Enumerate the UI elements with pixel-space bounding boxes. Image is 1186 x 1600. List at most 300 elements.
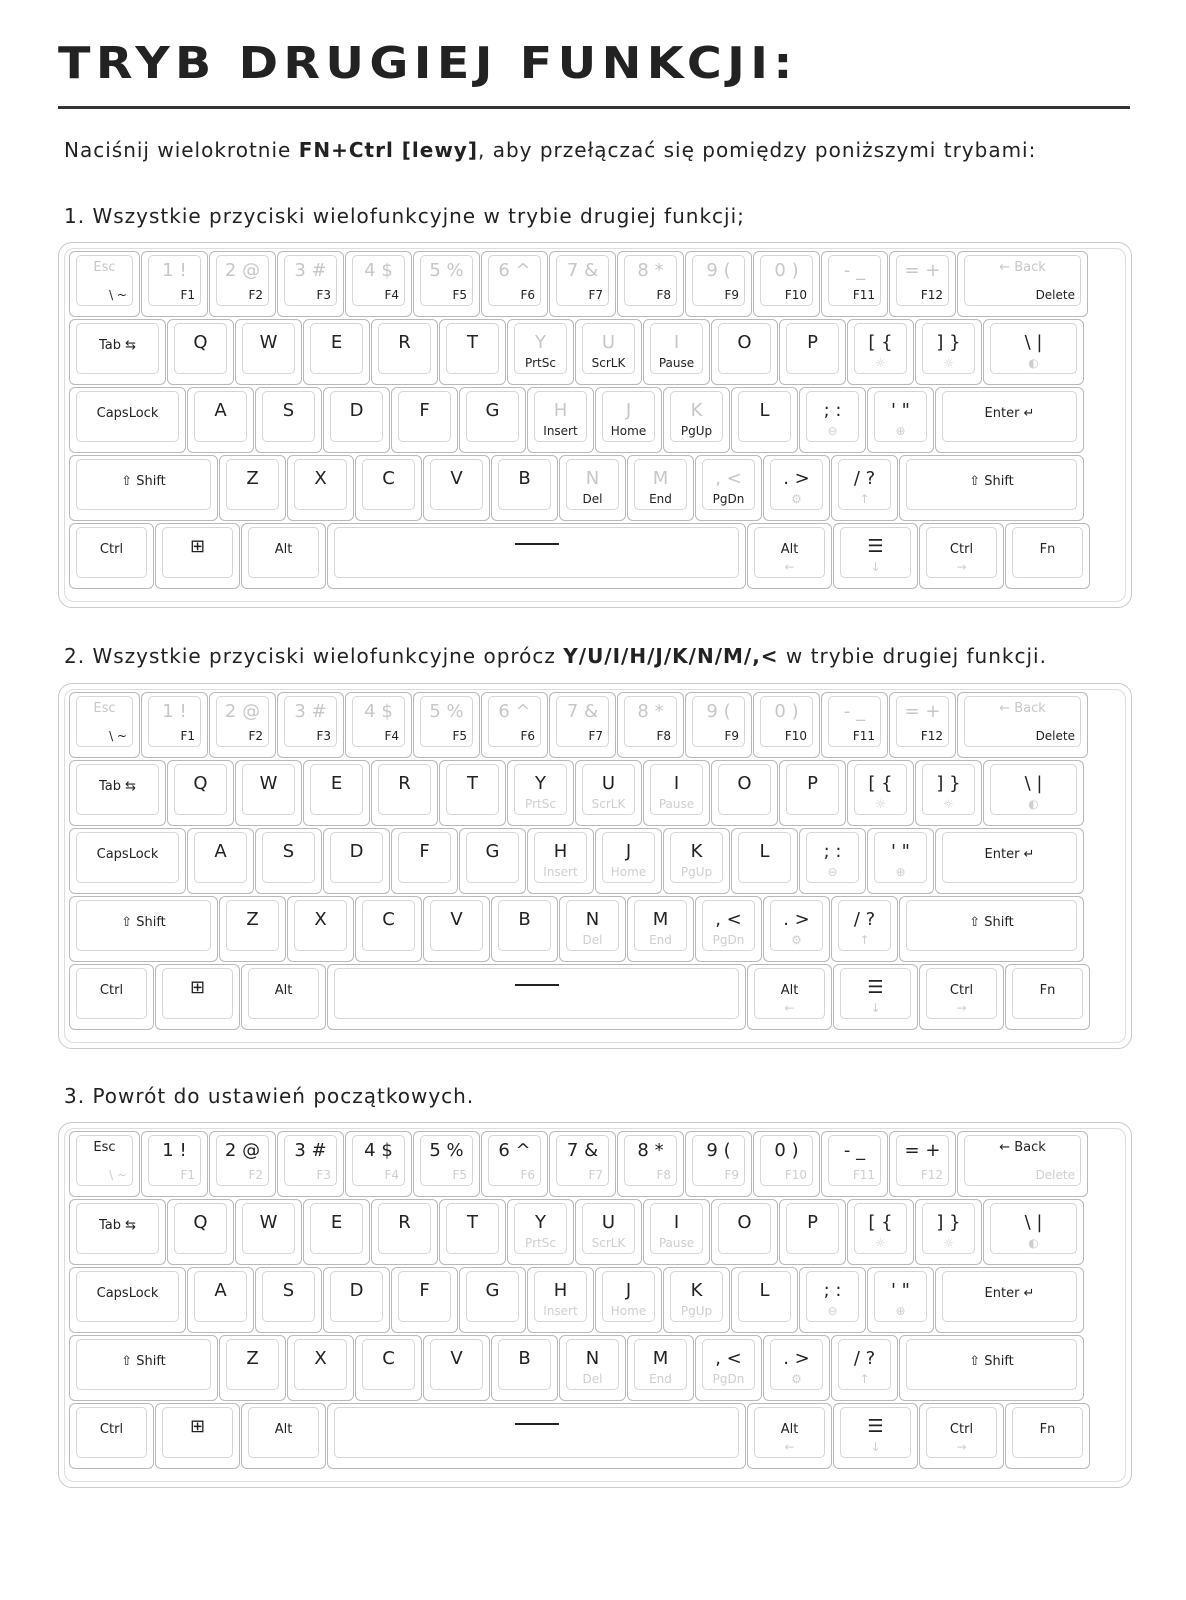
key-secondary-legend: F11 xyxy=(852,729,875,743)
key-legend: H xyxy=(553,1280,568,1301)
intro-text xyxy=(64,138,1036,162)
key-secondary-legend: Insert xyxy=(543,865,578,879)
mode-3-label: 3. Powrót do ustawień początkowych. xyxy=(64,1084,475,1108)
key-legend: H xyxy=(553,400,568,421)
key-m2-row0-1 xyxy=(141,692,208,758)
key-m3-row4-0 xyxy=(69,1403,154,1469)
key-m2-row0-5 xyxy=(413,692,480,758)
key-secondary-legend: F7 xyxy=(588,288,603,302)
key-legend: 4 $ xyxy=(364,701,393,722)
key-m2-row1-11 xyxy=(847,760,914,826)
key-m1-row4-6 xyxy=(919,523,1004,589)
key-m2-row1-10 xyxy=(779,760,846,826)
key-secondary-legend: ↑ xyxy=(859,1372,870,1386)
key-legend: ← Back xyxy=(999,260,1046,275)
key-legend: 7 & xyxy=(566,701,599,722)
key-m1-row2-7 xyxy=(595,387,662,453)
key-m2-row1-8 xyxy=(643,760,710,826)
key-legend: Ctrl xyxy=(99,983,124,998)
key-legend: 8 * xyxy=(637,701,664,722)
key-secondary-legend: PgDn xyxy=(712,492,745,506)
key-secondary-legend: ScrLK xyxy=(591,797,626,811)
key-secondary-legend: ☼ xyxy=(943,1236,954,1250)
key-legend: - _ xyxy=(843,260,866,281)
key-m3-row3-5 xyxy=(491,1335,558,1401)
key-m3-row4-2 xyxy=(241,1403,326,1469)
key-legend: M xyxy=(652,909,669,930)
key-secondary-legend: ← xyxy=(784,1001,795,1015)
key-m1-row4-0 xyxy=(69,523,154,589)
key-m1-row0-7 xyxy=(549,251,616,317)
key-m3-row0-11 xyxy=(821,1131,888,1197)
key-legend: . > xyxy=(783,468,810,489)
key-legend: \ | xyxy=(1024,332,1043,353)
key-secondary-legend: End xyxy=(649,492,672,506)
key-legend: C xyxy=(382,1348,395,1369)
key-legend: U xyxy=(601,773,616,794)
key-legend: Q xyxy=(193,773,208,794)
key-m2-row1-0 xyxy=(69,760,166,826)
key-legend: Ctrl xyxy=(949,983,974,998)
key-legend: - _ xyxy=(843,1140,866,1161)
key-m3-row4-7 xyxy=(1005,1403,1090,1469)
key-legend: Enter ↵ xyxy=(984,1286,1035,1301)
key-secondary-legend: F12 xyxy=(920,729,943,743)
key-m3-row3-10 xyxy=(831,1335,898,1401)
key-secondary-legend: F10 xyxy=(784,288,807,302)
key-m3-row3-4 xyxy=(423,1335,490,1401)
key-m1-row0-3 xyxy=(277,251,344,317)
key-secondary-legend: ◐ xyxy=(1028,797,1039,811)
keycap xyxy=(334,1407,739,1458)
key-secondary-legend: F4 xyxy=(384,288,399,302)
key-secondary-legend: Del xyxy=(582,1372,603,1386)
key-legend: \ | xyxy=(1024,1212,1043,1233)
key-legend: I xyxy=(673,1212,680,1233)
mode-2-label: 2. Wszystkie przyciski wielofunkcyjne oprócz xyxy=(64,644,564,668)
key-legend: 4 $ xyxy=(364,1140,393,1161)
key-legend: Tab ⇆ xyxy=(98,1218,137,1233)
key-legend: Alt xyxy=(274,983,293,998)
key-legend: ] } xyxy=(936,332,961,353)
key-m2-row2-7 xyxy=(595,828,662,894)
key-legend: ⇧ Shift xyxy=(969,915,1014,930)
key-legend: / ? xyxy=(853,909,876,930)
key-secondary-legend: F5 xyxy=(452,729,467,743)
key-legend: ⊞ xyxy=(189,977,206,998)
key-m3-row1-4 xyxy=(371,1199,438,1265)
key-legend: E xyxy=(330,1212,343,1233)
key-m3-row3-6 xyxy=(559,1335,626,1401)
key-m1-row2-5 xyxy=(459,387,526,453)
key-m3-row3-7 xyxy=(627,1335,694,1401)
key-m3-row4-3 xyxy=(327,1403,746,1469)
key-secondary-legend: Delete xyxy=(1035,1168,1075,1182)
key-legend: 0 ) xyxy=(774,701,799,722)
key-legend: , < xyxy=(715,909,742,930)
key-m3-row1-6 xyxy=(507,1199,574,1265)
key-m1-row0-6 xyxy=(481,251,548,317)
key-m2-row3-9 xyxy=(763,896,830,962)
key-m3-row2-5 xyxy=(459,1267,526,1333)
key-legend: CapsLock xyxy=(96,406,159,421)
key-legend: Alt xyxy=(274,1422,293,1437)
key-legend: ← Back xyxy=(999,701,1046,716)
key-m3-row1-7 xyxy=(575,1199,642,1265)
key-secondary-legend: F9 xyxy=(724,1168,739,1182)
key-legend: Z xyxy=(246,1348,259,1369)
key-legend: 3 # xyxy=(294,701,327,722)
key-secondary-legend: ⊕ xyxy=(895,1304,906,1318)
key-legend: F xyxy=(419,400,430,421)
key-secondary-legend: \ ~ xyxy=(109,1168,127,1182)
key-legend: 9 ( xyxy=(706,701,731,722)
title-divider xyxy=(58,106,1130,109)
key-legend: Ctrl xyxy=(99,1422,124,1437)
key-legend: R xyxy=(398,1212,411,1233)
key-secondary-legend: ⊕ xyxy=(895,865,906,879)
key-m1-row4-3 xyxy=(327,523,746,589)
key-secondary-legend: End xyxy=(649,933,672,947)
key-m2-row3-8 xyxy=(695,896,762,962)
key-m1-row0-2 xyxy=(209,251,276,317)
key-m2-row1-7 xyxy=(575,760,642,826)
key-m2-row0-13 xyxy=(957,692,1088,758)
key-secondary-legend: ↓ xyxy=(870,560,881,574)
key-m1-row0-4 xyxy=(345,251,412,317)
key-m1-row2-0 xyxy=(69,387,186,453)
key-legend: 6 ^ xyxy=(498,701,531,722)
key-m2-row2-4 xyxy=(391,828,458,894)
key-secondary-legend: Del xyxy=(582,492,603,506)
key-legend: D xyxy=(349,400,364,421)
key-m2-row3-0 xyxy=(69,896,218,962)
key-legend: N xyxy=(585,909,600,930)
key-m2-row3-2 xyxy=(287,896,354,962)
key-legend: ⇧ Shift xyxy=(121,1354,166,1369)
key-legend: Y xyxy=(535,1212,546,1233)
key-m3-row1-10 xyxy=(779,1199,846,1265)
key-m3-row4-5 xyxy=(833,1403,918,1469)
key-secondary-legend: ↑ xyxy=(859,492,870,506)
key-legend: 7 & xyxy=(566,260,599,281)
key-m3-row2-1 xyxy=(187,1267,254,1333)
intro-shortcut: FN+Ctrl [lewy] xyxy=(298,138,478,162)
key-m1-row3-10 xyxy=(831,455,898,521)
key-secondary-legend: F9 xyxy=(724,729,739,743)
key-m2-row3-3 xyxy=(355,896,422,962)
keyboard-diagram-mode-2 xyxy=(58,683,1132,1049)
key-m1-row3-3 xyxy=(355,455,422,521)
key-legend: A xyxy=(214,400,227,421)
spacebar-line xyxy=(515,984,559,986)
key-m3-row1-0 xyxy=(69,1199,166,1265)
key-legend: G xyxy=(485,1280,500,1301)
key-secondary-legend: Home xyxy=(610,865,647,879)
key-m3-row1-3 xyxy=(303,1199,370,1265)
key-m1-row0-13 xyxy=(957,251,1088,317)
key-legend: 2 @ xyxy=(224,1140,261,1161)
key-secondary-legend: ⚙ xyxy=(791,492,802,506)
key-m2-row2-0 xyxy=(69,828,186,894)
key-legend: B xyxy=(518,468,531,489)
key-secondary-legend: F3 xyxy=(316,729,331,743)
key-legend: Fn xyxy=(1039,542,1056,557)
key-legend: Fn xyxy=(1039,1422,1056,1437)
key-m1-row2-11 xyxy=(867,387,934,453)
key-m2-row1-2 xyxy=(235,760,302,826)
key-secondary-legend: ☼ xyxy=(943,356,954,370)
key-legend: CapsLock xyxy=(96,1286,159,1301)
key-m2-row4-2 xyxy=(241,964,326,1030)
mode-1-text xyxy=(64,204,745,228)
key-m2-row0-12 xyxy=(889,692,956,758)
key-legend: ⇧ Shift xyxy=(969,1354,1014,1369)
key-legend: 1 ! xyxy=(162,701,187,722)
key-m2-row1-9 xyxy=(711,760,778,826)
key-m3-row0-2 xyxy=(209,1131,276,1197)
key-m1-row1-5 xyxy=(439,319,506,385)
key-m3-row1-9 xyxy=(711,1199,778,1265)
key-legend: Y xyxy=(535,773,546,794)
key-secondary-legend: \ ~ xyxy=(109,288,127,302)
key-m3-row3-3 xyxy=(355,1335,422,1401)
key-m2-row3-4 xyxy=(423,896,490,962)
key-m1-row0-9 xyxy=(685,251,752,317)
key-m3-row0-9 xyxy=(685,1131,752,1197)
key-legend: ← Back xyxy=(999,1140,1046,1155)
key-m1-row1-2 xyxy=(235,319,302,385)
key-m1-row1-1 xyxy=(167,319,234,385)
key-secondary-legend: F3 xyxy=(316,288,331,302)
key-legend: G xyxy=(485,400,500,421)
key-legend: Enter ↵ xyxy=(984,406,1035,421)
key-secondary-legend: F8 xyxy=(656,729,671,743)
key-secondary-legend: ⚙ xyxy=(791,1372,802,1386)
key-m3-row0-1 xyxy=(141,1131,208,1197)
key-legend: ⊞ xyxy=(189,1416,206,1437)
key-m3-row3-9 xyxy=(763,1335,830,1401)
key-secondary-legend: ScrLK xyxy=(591,356,626,370)
key-m1-row0-5 xyxy=(413,251,480,317)
key-secondary-legend: F1 xyxy=(180,1168,195,1182)
key-m1-row0-10 xyxy=(753,251,820,317)
key-m3-row3-0 xyxy=(69,1335,218,1401)
key-m3-row2-10 xyxy=(799,1267,866,1333)
key-m2-row0-7 xyxy=(549,692,616,758)
key-secondary-legend: F3 xyxy=(316,1168,331,1182)
key-legend: O xyxy=(737,332,752,353)
key-legend: A xyxy=(214,841,227,862)
key-m2-row1-5 xyxy=(439,760,506,826)
key-legend: 1 ! xyxy=(162,260,187,281)
key-legend: . > xyxy=(783,1348,810,1369)
key-legend: Esc xyxy=(93,1140,116,1155)
key-secondary-legend: → xyxy=(956,1001,967,1015)
key-m2-row4-1 xyxy=(155,964,240,1030)
key-m1-row1-3 xyxy=(303,319,370,385)
key-legend: 6 ^ xyxy=(498,260,531,281)
key-legend: , < xyxy=(715,468,742,489)
key-m2-row4-0 xyxy=(69,964,154,1030)
key-m2-row3-11 xyxy=(899,896,1084,962)
key-m2-row0-2 xyxy=(209,692,276,758)
key-m2-row0-10 xyxy=(753,692,820,758)
key-m2-row4-5 xyxy=(833,964,918,1030)
key-m1-row4-1 xyxy=(155,523,240,589)
key-secondary-legend: PgDn xyxy=(712,933,745,947)
key-legend: R xyxy=(398,332,411,353)
key-legend: 5 % xyxy=(429,260,464,281)
key-secondary-legend: Pause xyxy=(658,356,695,370)
key-legend: = + xyxy=(904,1140,941,1161)
key-secondary-legend: PgUp xyxy=(680,1304,713,1318)
key-legend: B xyxy=(518,1348,531,1369)
key-secondary-legend: Delete xyxy=(1035,288,1075,302)
key-m3-row2-2 xyxy=(255,1267,322,1333)
key-legend: 8 * xyxy=(637,1140,664,1161)
key-secondary-legend: F10 xyxy=(784,729,807,743)
key-m2-row1-1 xyxy=(167,760,234,826)
key-legend: U xyxy=(601,1212,616,1233)
key-legend: ' " xyxy=(891,841,910,862)
key-m2-row0-11 xyxy=(821,692,888,758)
key-secondary-legend: F7 xyxy=(588,729,603,743)
key-m3-row0-8 xyxy=(617,1131,684,1197)
key-secondary-legend: ← xyxy=(784,560,795,574)
key-m1-row2-10 xyxy=(799,387,866,453)
key-m1-row3-0 xyxy=(69,455,218,521)
key-legend: , < xyxy=(715,1348,742,1369)
key-legend: 2 @ xyxy=(224,260,261,281)
key-legend: 8 * xyxy=(637,260,664,281)
key-m3-row4-1 xyxy=(155,1403,240,1469)
key-m2-row0-0 xyxy=(69,692,140,758)
key-secondary-legend: ↓ xyxy=(870,1001,881,1015)
key-m2-row2-1 xyxy=(187,828,254,894)
key-legend: Esc xyxy=(93,260,116,275)
keyboard-diagram-mode-1 xyxy=(58,242,1132,608)
key-legend: V xyxy=(450,468,463,489)
key-legend: Esc xyxy=(93,701,116,716)
key-secondary-legend: Insert xyxy=(543,424,578,438)
key-m3-row1-1 xyxy=(167,1199,234,1265)
key-m3-row3-2 xyxy=(287,1335,354,1401)
key-m2-row1-3 xyxy=(303,760,370,826)
key-m3-row2-3 xyxy=(323,1267,390,1333)
key-m2-row2-5 xyxy=(459,828,526,894)
key-legend: ; : xyxy=(823,841,842,862)
key-legend: Alt xyxy=(780,983,799,998)
key-m3-row0-7 xyxy=(549,1131,616,1197)
key-secondary-legend: F5 xyxy=(452,288,467,302)
key-legend: N xyxy=(585,1348,600,1369)
key-m1-row4-2 xyxy=(241,523,326,589)
key-legend: [ { xyxy=(868,773,893,794)
key-legend: Y xyxy=(535,332,546,353)
key-m3-row1-13 xyxy=(983,1199,1084,1265)
key-legend: Alt xyxy=(780,542,799,557)
key-legend: C xyxy=(382,909,395,930)
key-legend: V xyxy=(450,909,463,930)
key-m3-row0-0 xyxy=(69,1131,140,1197)
key-m1-row3-9 xyxy=(763,455,830,521)
key-secondary-legend: PgDn xyxy=(712,1372,745,1386)
key-secondary-legend: Home xyxy=(610,424,647,438)
key-m1-row3-11 xyxy=(899,455,1084,521)
key-legend: E xyxy=(330,773,343,794)
key-legend: ' " xyxy=(891,400,910,421)
key-legend: 3 # xyxy=(294,260,327,281)
key-secondary-legend: ↓ xyxy=(870,1440,881,1454)
key-m1-row1-0 xyxy=(69,319,166,385)
key-legend: ⇧ Shift xyxy=(121,474,166,489)
key-secondary-legend: F6 xyxy=(520,1168,535,1182)
key-m3-row2-7 xyxy=(595,1267,662,1333)
key-m3-row0-3 xyxy=(277,1131,344,1197)
key-m3-row4-4 xyxy=(747,1403,832,1469)
key-m1-row3-2 xyxy=(287,455,354,521)
key-legend: ' " xyxy=(891,1280,910,1301)
key-legend: = + xyxy=(904,701,941,722)
key-m1-row1-11 xyxy=(847,319,914,385)
mode-3-text xyxy=(64,1084,474,1108)
key-secondary-legend: F8 xyxy=(656,288,671,302)
key-legend: 9 ( xyxy=(706,260,731,281)
key-legend: Z xyxy=(246,909,259,930)
key-legend: U xyxy=(601,332,616,353)
key-legend: ; : xyxy=(823,400,842,421)
key-m1-row2-9 xyxy=(731,387,798,453)
key-legend: S xyxy=(282,1280,295,1301)
key-legend: D xyxy=(349,1280,364,1301)
key-legend: 6 ^ xyxy=(498,1140,531,1161)
key-legend: 3 # xyxy=(294,1140,327,1161)
key-m3-row3-1 xyxy=(219,1335,286,1401)
key-secondary-legend: ⊕ xyxy=(895,424,906,438)
key-m1-row1-8 xyxy=(643,319,710,385)
key-legend: Tab ⇆ xyxy=(98,779,137,794)
key-m1-row1-12 xyxy=(915,319,982,385)
key-legend: 0 ) xyxy=(774,1140,799,1161)
key-m3-row2-4 xyxy=(391,1267,458,1333)
key-m2-row3-5 xyxy=(491,896,558,962)
key-secondary-legend: PrtSc xyxy=(525,797,556,811)
key-legend: 7 & xyxy=(566,1140,599,1161)
key-m3-row4-6 xyxy=(919,1403,1004,1469)
key-m3-row2-6 xyxy=(527,1267,594,1333)
key-m2-row0-8 xyxy=(617,692,684,758)
key-legend: C xyxy=(382,468,395,489)
key-m2-row1-12 xyxy=(915,760,982,826)
key-legend: O xyxy=(737,773,752,794)
key-legend: K xyxy=(690,841,703,862)
key-legend: M xyxy=(652,468,669,489)
key-legend: A xyxy=(214,1280,227,1301)
intro-before: Naciśnij wielokrotnie xyxy=(64,138,299,162)
key-m3-row2-9 xyxy=(731,1267,798,1333)
key-m3-row3-8 xyxy=(695,1335,762,1401)
key-secondary-legend: F2 xyxy=(248,288,263,302)
key-secondary-legend: ⊖ xyxy=(827,865,838,879)
mode-2-text xyxy=(64,644,1047,668)
key-legend: Ctrl xyxy=(949,542,974,557)
key-legend: CapsLock xyxy=(96,847,159,862)
key-legend: Ctrl xyxy=(949,1422,974,1437)
key-m3-row0-4 xyxy=(345,1131,412,1197)
key-legend: 9 ( xyxy=(706,1140,731,1161)
key-secondary-legend: F6 xyxy=(520,288,535,302)
